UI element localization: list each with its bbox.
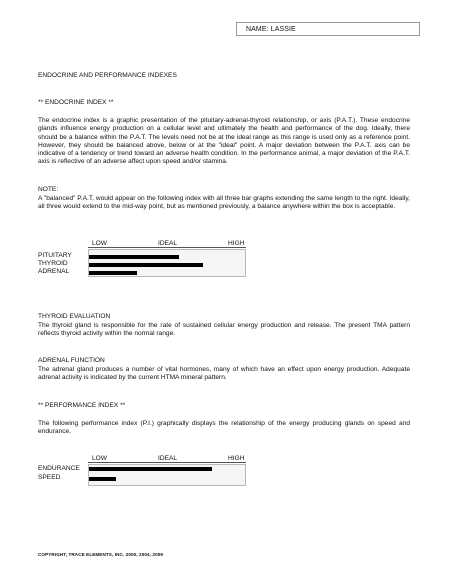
adrenal-text: The adrenal gland produces a number of vital hormones, many of which have an effect upon energy production. Adequate adrenal activity is indicated by the current HTMA mineral pattern. (38, 366, 410, 382)
bar-adrenal (89, 271, 137, 275)
row-label-pituitary: PITUITARY (38, 252, 72, 259)
bar-thyroid (89, 263, 203, 267)
endo-scale-high: HIGH (228, 240, 245, 247)
endo-scale-line (88, 247, 246, 248)
row-label-endurance: ENDURANCE (38, 465, 80, 472)
thyroid-heading: THYROID EVALUATION (38, 313, 111, 320)
performance-heading: ** PERFORMANCE INDEX ** (38, 402, 126, 409)
perf-scale-line (88, 462, 246, 463)
bar-speed (89, 477, 116, 481)
bar-endurance (89, 467, 212, 471)
endo-scale-ideal: IDEAL (158, 240, 178, 247)
note-paragraph: A "balanced" P.A.T. would appear on the following index with all three bar graphs extending the same length to the right. Ideally, all three would extend to the mid-way point, but as mentioned previously, a balance anywhere within the box is acceptable. (38, 195, 410, 211)
row-label-thyroid: THYROID (38, 260, 68, 267)
endocrine-paragraph: The endocrine index is a graphic presentation of the pituitary-adrenal-thyroid relationship, or axis (P.A.T.). These endocrine glands influence energy production on a cellular level and ultimately the health and performance of the dog. Ideally, there should be a balance within the P.A.T. The levels need not be at the ideal range as this range is used only as a reference point. However, they should be balanced above, below or at the "ideal" point. A major deviation between the P.A.T. axis can be indicative of a tendency or trend toward an adverse health condition. In the performance animal, a major deviation of the P.A.T. axis is reflective of an adverse affect upon speed and/or stamina. (38, 117, 410, 166)
endocrine-heading: ** ENDOCRINE INDEX ** (38, 99, 114, 106)
endo-scale-low: LOW (92, 240, 108, 247)
perf-scale-low: LOW (92, 455, 108, 462)
adrenal-heading: ADRENAL FUNCTION (38, 357, 105, 364)
note-heading: NOTE: (38, 186, 59, 193)
copyright-footer: COPYRIGHT, TRACE ELEMENTS, INC. 2000, 2004, 2009 (38, 552, 164, 557)
page-title: ENDOCRINE AND PERFORMANCE INDEXES (38, 72, 177, 79)
perf-scale-ideal: IDEAL (158, 455, 178, 462)
row-label-adrenal: ADRENAL (38, 268, 70, 275)
perf-scale-high: HIGH (228, 455, 245, 462)
thyroid-text: The thyroid gland is responsible for the rate of sustained cellular energy production and release. The present TMA pattern reflects thyroid activity within the normal range. (38, 322, 410, 338)
performance-text: The following performance index (P.I.) graphically displays the relationship of the energy producing glands on speed and endurance. (38, 420, 410, 436)
row-label-speed: SPEED (38, 474, 61, 481)
bar-pituitary (89, 255, 179, 259)
name-field: NAME: LASSIE (236, 22, 420, 36)
